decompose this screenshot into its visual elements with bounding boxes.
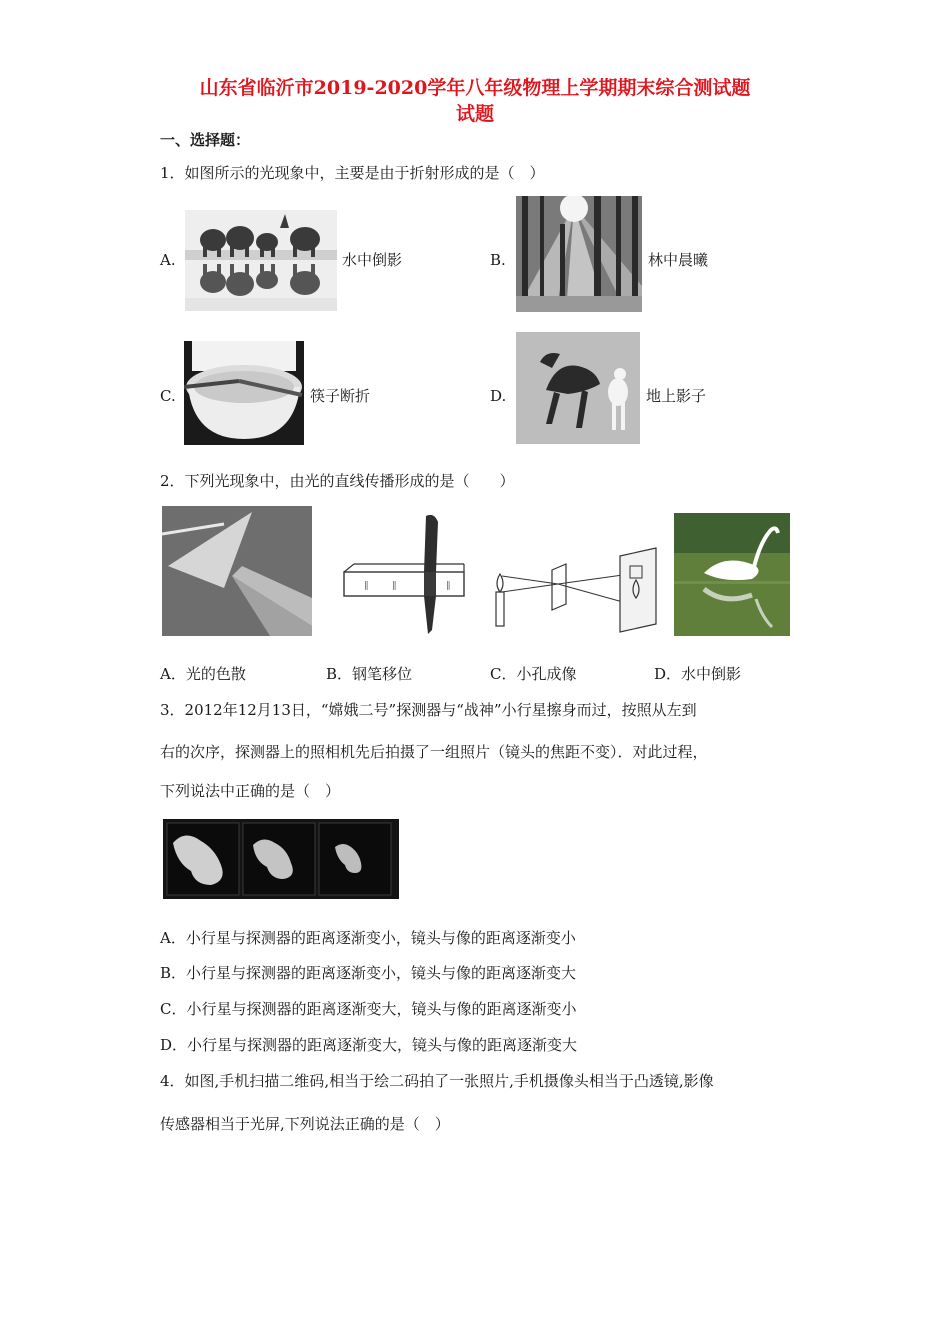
question-3-stem-line2: 右的次序，探测器上的照相机先后拍摄了一组照片（镜头的焦距不变）．对此过程， [160, 743, 708, 761]
q1-option-b-caption: 林中晨曦 [648, 251, 709, 269]
q3-option-b: B．小行星与探测器的距离逐渐变小，镜头与像的距离逐渐变大 [160, 964, 577, 982]
section-heading: 一、选择题： [160, 131, 251, 149]
question-3-stem-line1: 3．2012年12月13日，“嫦娥二号”探测器与“战神”小行星擦身而过，按照从左到 [160, 701, 697, 719]
q3-option-a: A．小行星与探测器的距离逐渐变小，镜头与像的距离逐渐变小 [160, 929, 576, 947]
q2-option-c: C．小孔成像 [490, 665, 577, 683]
question-4-stem-line2: 传感器相当于光屏,下列说法正确的是（ ） [160, 1115, 450, 1133]
svg-text:∥: ∥ [446, 581, 451, 591]
q1-option-c-letter: C. [160, 387, 176, 405]
q2-option-b: B．钢笔移位 [326, 665, 413, 683]
q3-option-d: D．小行星与探测器的距离逐渐变大，镜头与像的距离逐渐变大 [160, 1036, 578, 1054]
svg-text:∥: ∥ [392, 581, 397, 591]
question-2-stem: 2．下列光现象中，由光的直线传播形成的是（ ） [160, 472, 515, 490]
asteroid-photos-image [163, 819, 399, 899]
elephants-reflection-image [185, 210, 337, 311]
q2-option-a: A．光的色散 [160, 665, 246, 683]
q1-option-b-letter: B. [490, 251, 506, 269]
forest-sunbeams-image [516, 196, 642, 312]
q2-option-d: D．水中倒影 [654, 665, 742, 683]
pen-through-glass-image [340, 512, 468, 636]
pinhole-camera-image [490, 546, 660, 636]
document-title: 山东省临沂市2019-2020学年八年级物理上学期期末综合测试题 [199, 77, 751, 99]
question-1-stem: 1．如图所示的光现象中，主要是由于折射形成的是（ ） [160, 164, 545, 182]
question-3-stem-line3: 下列说法中正确的是（ ） [160, 782, 341, 800]
q1-option-a-caption: 水中倒影 [342, 251, 403, 269]
shadow-on-ground-image [516, 332, 640, 444]
document-title-continued: 试题 [455, 103, 494, 125]
prism-dispersion-image [162, 506, 312, 636]
q1-option-d-letter: D. [490, 387, 507, 405]
question-4-stem-line1: 4．如图,手机扫描二维码,相当于绘二码拍了一张照片,手机摄像头相当于凸透镜,影像 [160, 1072, 714, 1090]
swan-reflection-image [674, 513, 790, 636]
svg-text:∥: ∥ [364, 581, 369, 591]
q1-option-c-caption: 筷子断折 [310, 387, 371, 405]
q3-option-c: C．小行星与探测器的距离逐渐变大，镜头与像的距离逐渐变小 [160, 1000, 577, 1018]
bent-chopsticks-image [184, 341, 304, 445]
q1-option-a-letter: A. [160, 251, 176, 269]
q1-option-d-caption: 地上影子 [646, 387, 707, 405]
